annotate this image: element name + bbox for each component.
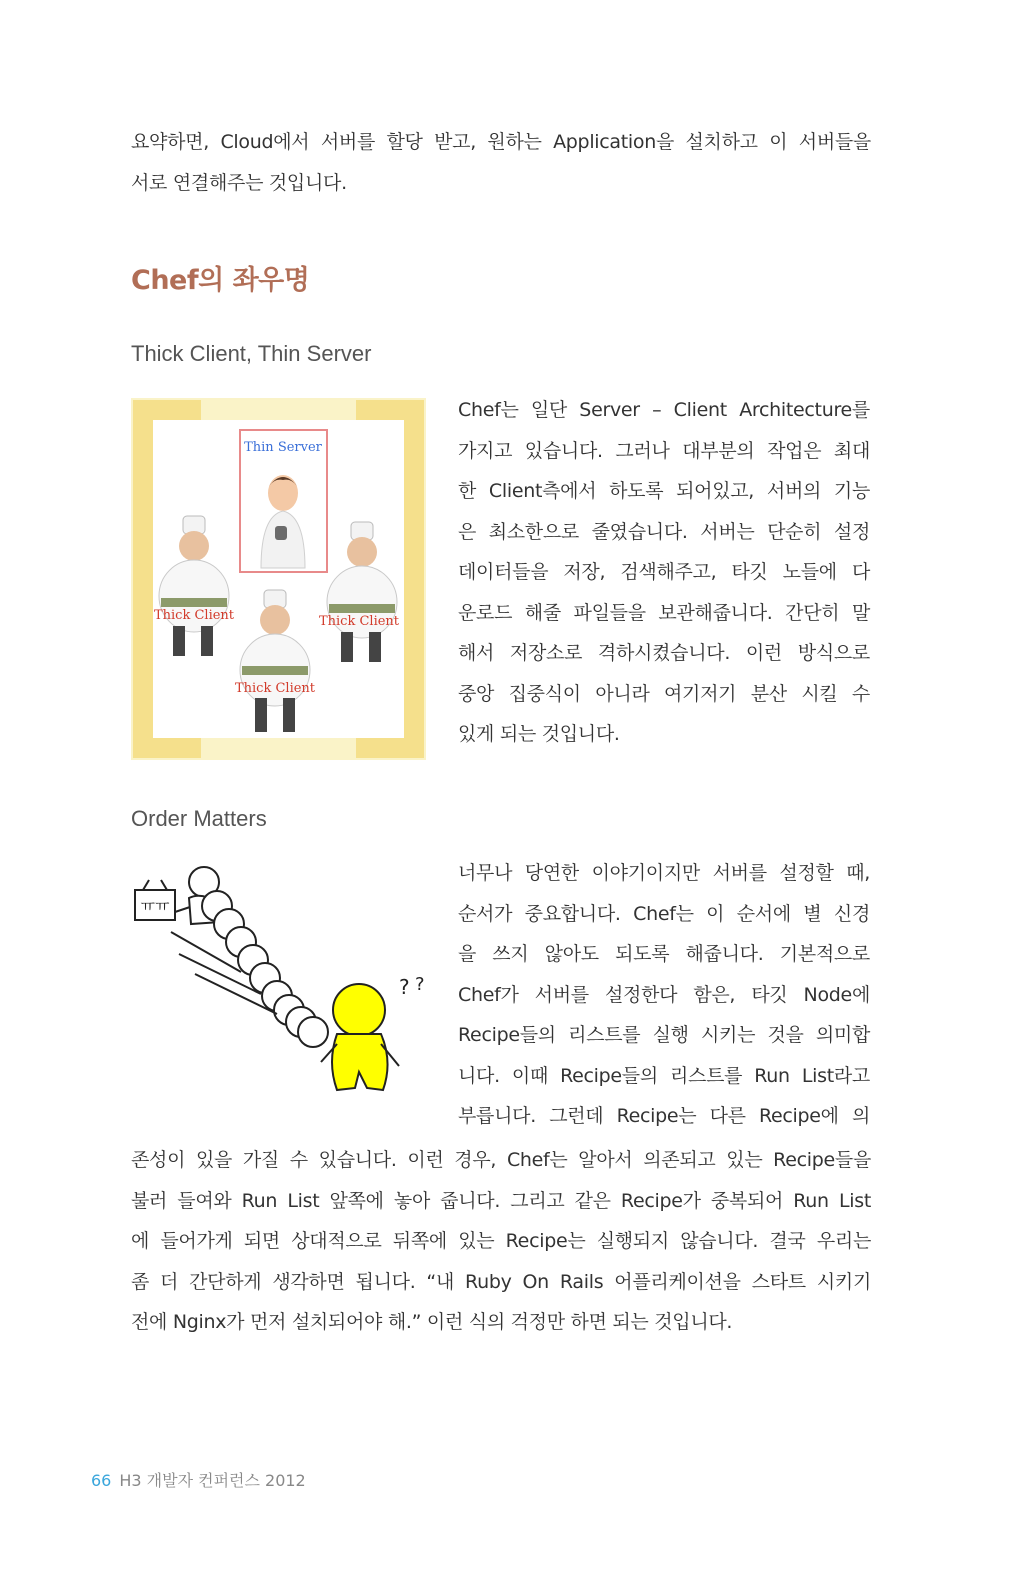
thick-client-paragraph bbox=[458, 390, 870, 755]
text-line: 불러 들여와 Run List 앞쪽에 놓아 줍니다. 그리고 같은 Recipe가 중복되어 Run List bbox=[131, 1189, 871, 1212]
thin-server-label: Thin Server bbox=[244, 440, 322, 455]
yellow-character bbox=[321, 984, 399, 1090]
text-line: 서로 연결해주는 것입니다. bbox=[131, 171, 347, 194]
text-line: 을 쓰지 않아도 되도록 해줍니다. 기본적으로 bbox=[458, 943, 870, 965]
text-line: 순서가 중요합니다. Chef는 이 순서에 별 신경 bbox=[458, 902, 870, 925]
subsection-heading-thick-client: Thick Client, Thin Server bbox=[131, 341, 372, 366]
question-marks-2: ? bbox=[415, 974, 425, 995]
page-footer bbox=[91, 1468, 306, 1491]
footer-title: H3 개발자 컨퍼런스 2012 bbox=[119, 1471, 306, 1490]
text-line: Chef가 서버를 설정한다 함은, 타깃 Node에 bbox=[458, 983, 870, 1006]
text-line: 에 들어가게 되면 상대적으로 뒤쪽에 있는 Recipe는 실행되지 않습니다. 결국 우리는 bbox=[131, 1230, 871, 1252]
text-line: 은 최소한으로 줄였습니다. 서버는 단순히 설정 bbox=[458, 520, 870, 543]
intro-paragraph bbox=[131, 122, 871, 203]
text-line: 부릅니다. 그런데 Recipe는 다른 Recipe에 의 bbox=[458, 1105, 870, 1127]
order-matters-paragraph-continued bbox=[131, 1140, 871, 1343]
sign-board bbox=[135, 880, 193, 920]
text-line: 전에 Nginx가 먼저 설치되어야 해.” 이런 식의 걱정만 하면 되는 것입니다. bbox=[131, 1311, 733, 1333]
order-matters-paragraph bbox=[458, 853, 870, 1137]
order-matters-queue-figure bbox=[131, 862, 431, 1112]
text-line: Chef는 일단 Server – Client Architecture를 bbox=[458, 399, 870, 421]
text-line: 운로드 해줄 파일들을 보관해줍니다. 간단히 말 bbox=[458, 601, 870, 624]
text-line: 존성이 있을 가질 수 있습니다. 이런 경우, Chef는 알아서 의존되고 있는 Recipe들을 bbox=[131, 1149, 871, 1171]
text-line: 해서 저장소로 격하시켰습니다. 이런 방식으로 bbox=[458, 642, 870, 664]
thick-client-thin-server-figure bbox=[131, 398, 426, 760]
subsection-heading-order-matters: Order Matters bbox=[131, 806, 267, 831]
text-line: 있게 되는 것입니다. bbox=[458, 723, 620, 745]
text-line: 데이터들을 저장, 검색해주고, 타깃 노들에 다 bbox=[458, 561, 870, 583]
text-line: 니다. 이때 Recipe들의 리스트를 Run List라고 bbox=[458, 1064, 870, 1087]
page-number: 66 bbox=[91, 1471, 112, 1490]
thick-client-label-bottom: Thick Client bbox=[234, 681, 316, 696]
thick-client-label-left: Thick Client bbox=[153, 608, 235, 623]
thick-client-label-right: Thick Client bbox=[318, 614, 400, 629]
text-line: 좀 더 간단하게 생각하면 됩니다. “내 Ruby On Rails 어플리케이션을 스타트 시키기 bbox=[131, 1270, 871, 1293]
question-marks: ? bbox=[399, 975, 410, 999]
text-line: 중앙 집중식이 아니라 여기저기 분산 시킬 수 bbox=[458, 682, 870, 705]
text-line: 너무나 당연한 이야기이지만 서버를 설정할 때, bbox=[458, 862, 870, 884]
text-line: 요약하면, Cloud에서 서버를 할당 받고, 원하는 Application을 설치하고 이 서버들을 bbox=[131, 131, 871, 153]
section-title: Chef의 좌우명 bbox=[131, 265, 310, 296]
text-line: 가지고 있습니다. 그러나 대부분의 작업은 최대 bbox=[458, 439, 870, 462]
text-line: 한 Client측에서 하도록 되어있고, 서버의 기능 bbox=[458, 480, 870, 502]
text-line: Recipe들의 리스트를 실행 시키는 것을 의미합 bbox=[458, 1024, 870, 1046]
sign-text: ㅠㅠ bbox=[140, 897, 170, 915]
